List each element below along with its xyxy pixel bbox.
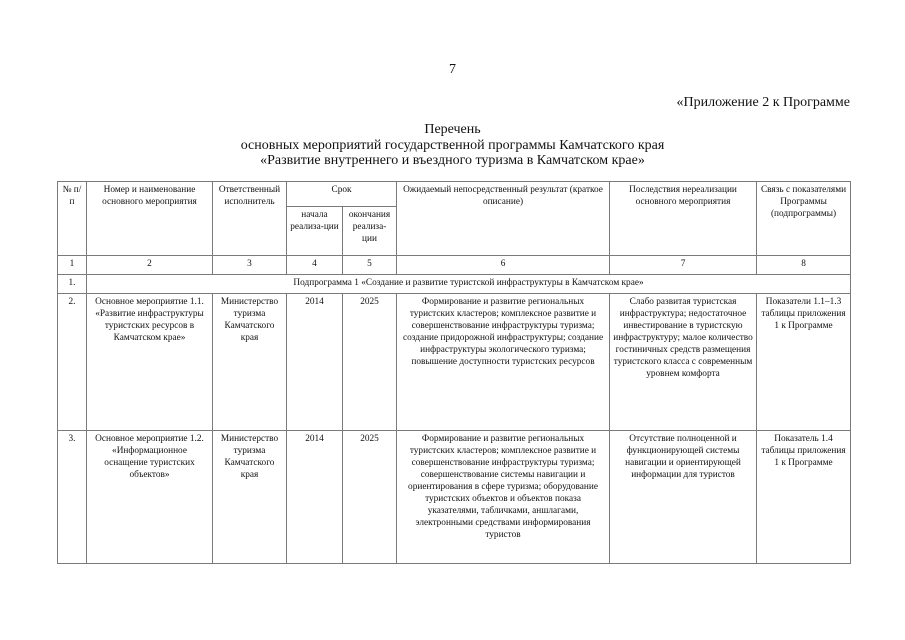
column-number: 3 — [213, 256, 287, 275]
row-start: 2014 — [287, 294, 343, 431]
subprogram-title: Подпрограмма 1 «Создание и развитие туристской инфраструктуры в Камчатском крае» — [87, 275, 851, 294]
column-number: 6 — [397, 256, 610, 275]
appendix-label: «Приложение 2 к Программе — [676, 95, 850, 110]
title-line-1: Перечень — [424, 122, 481, 137]
header-term-start: начала реализа-ции — [287, 207, 343, 256]
row-start: 2014 — [287, 431, 343, 564]
column-number: 4 — [287, 256, 343, 275]
row-link: Показатели 1.1–1.3 таблицы приложения 1 к Программе — [757, 294, 851, 431]
measures-table — [57, 181, 851, 564]
header-result: Ожидаемый непосредственный результат (краткое описание) — [397, 182, 610, 256]
column-number: 2 — [87, 256, 213, 275]
title-line-2: основных мероприятий государственной программы Камчатского края — [240, 137, 665, 153]
row-consequences: Слабо развитая туристская инфраструктура; недостаточное инвестирование в туристскую инфраструктуру; малое количество гостиничных средств размещения туристского класса с современным уровнем комфорта — [610, 294, 757, 431]
row-link: Показатель 1.4 таблицы приложения 1 к Программе — [757, 431, 851, 564]
title-line-3: «Развитие внутреннего и въездного туризма в Камчатском крае» — [260, 153, 645, 168]
header-num: № п/п — [58, 182, 87, 256]
document-title — [0, 122, 905, 169]
table-row — [58, 431, 851, 564]
row-end: 2025 — [343, 431, 397, 564]
column-number-row — [58, 256, 851, 275]
header-name: Номер и наименование основного мероприятия — [87, 182, 213, 256]
header-link: Связь с показателями Программы (подпрограммы) — [757, 182, 851, 256]
row-end: 2025 — [343, 294, 397, 431]
row-name: Основное мероприятие 1.2. «Информационное оснащение туристских объектов» — [87, 431, 213, 564]
header-term-end: окончания реализа-ции — [343, 207, 397, 256]
row-num: 3. — [58, 431, 87, 564]
page-number: 7 — [449, 62, 456, 77]
row-consequences: Отсутствие полноценной и функционирующей системы навигации и ориентирующей информации для туристов — [610, 431, 757, 564]
column-number: 7 — [610, 256, 757, 275]
table-row — [58, 294, 851, 431]
header-responsible: Ответственный исполнитель — [213, 182, 287, 256]
column-number: 8 — [757, 256, 851, 275]
header-consequences: Последствия нереализации основного мероприятия — [610, 182, 757, 256]
subprogram-row — [58, 275, 851, 294]
row-responsible: Министерство туризма Камчатского края — [213, 431, 287, 564]
row-num: 2. — [58, 294, 87, 431]
row-result: Формирование и развитие региональных туристских кластеров; комплексное развитие и совершенствование инфраструктуры туризма; создание придорожной инфраструктуры; создание инфраструктуры экологического туризма; повышение доступности туристских ресурсов — [397, 294, 610, 431]
column-number: 1 — [58, 256, 87, 275]
row-responsible: Министерство туризма Камчатского края — [213, 294, 287, 431]
column-number: 5 — [343, 256, 397, 275]
row-result: Формирование и развитие региональных туристских кластеров; комплексное развитие и совершенствование инфраструктуры туризма; совершенствование системы навигации и ориентирования в сфере туризма; оборудование туристских объектов и объектов показа указателями, табличками, аншлагами, электронными средствами информирования туристов — [397, 431, 610, 564]
header-term: Срок — [287, 182, 397, 207]
header-row — [58, 182, 851, 207]
subprogram-num: 1. — [58, 275, 87, 294]
row-name: Основное мероприятие 1.1. «Развитие инфраструктуры туристских ресурсов в Камчатском крае» — [87, 294, 213, 431]
